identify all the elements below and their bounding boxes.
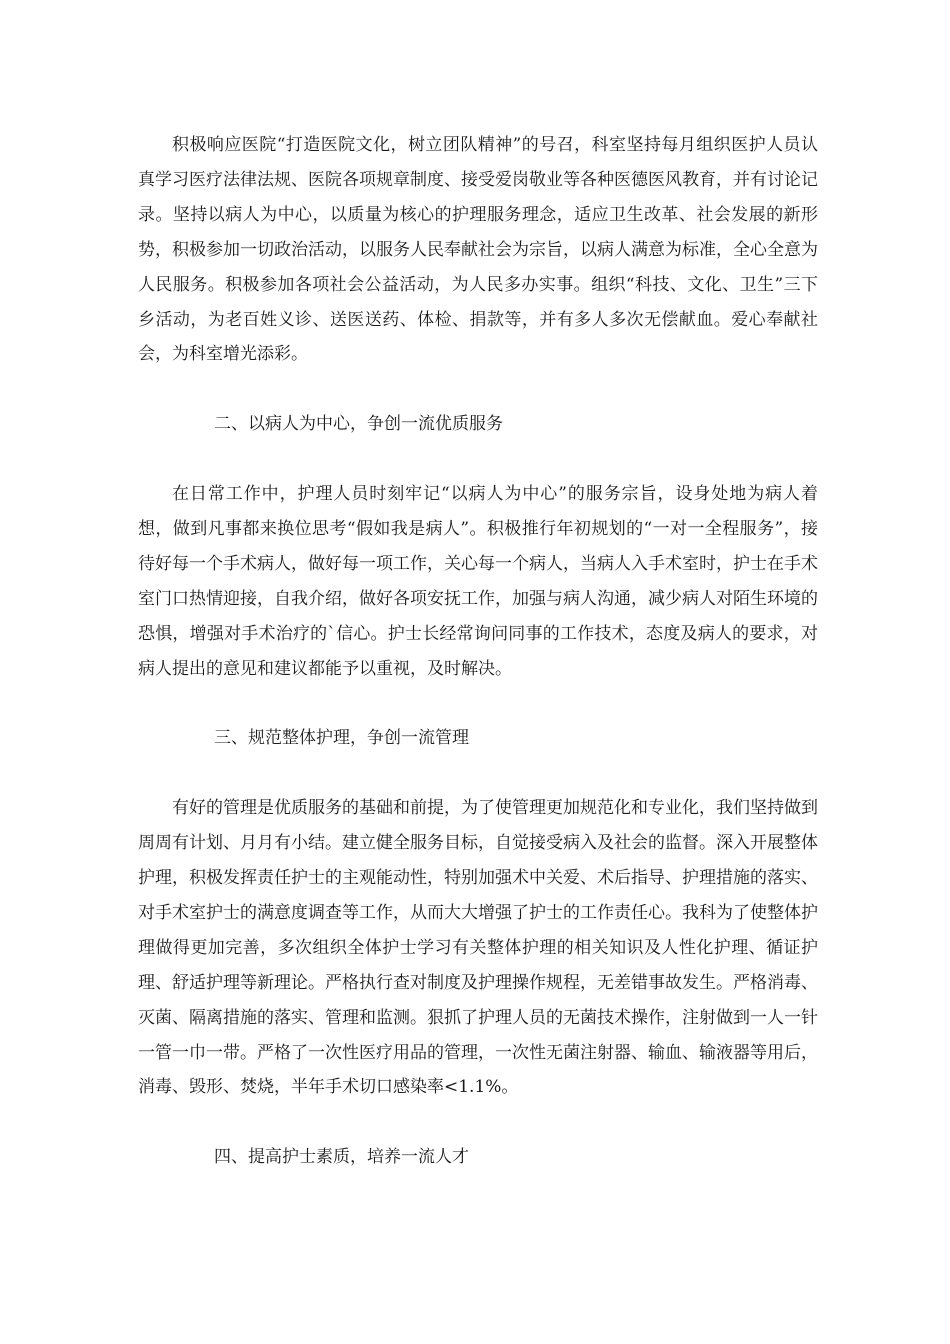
section-heading-2: 二、以病人为中心，争创一流优质服务 xyxy=(214,414,503,435)
section-heading-4: 四、提高护士素质，培养一流人才 xyxy=(214,1147,469,1168)
paragraph-culture: 积极响应医院“打造医院文化，树立团队精神”的号召，科室坚持每月组织医护人员认真学习医疗法律法规、医院各项规章制度、接受爱岗敬业等各种医德医风教育，并有讨论记录。坚持以病人为中心，以质量为核心的护理服务理念，适应卫生改革、社会发展的新形势，积极参加一切政治活动，以服务人民奉献社会为宗旨，以病人满意为标准，全心全意为人民服务。积极参加各项社会公益活动，为人民多办实事。组织“科技、文化、卫生”三下乡活动，为老百姓义诊、送医送药、体检、捐款等，并有多人多次无偿献血。爱心奉献社会，为科室增光添彩。 xyxy=(138,135,818,365)
paragraph-patient-service: 在日常工作中，护理人员时刻牢记“以病人为中心”的服务宗旨，设身处地为病人着想，做到凡事都来换位思考“假如我是病人”。积极推行年初规划的“一对一全程服务”，接待好每一个手术病人，做好每一项工作，关心每一个病人，当病人入手术室时，护士在手术室门口热情迎接，自我介绍，做好各项安抚工作，加强与病人沟通，减少病人对陌生环境的恐惧，增强对手术治疗的`信心。护士长经常询问同事的工作技术，态度及病人的要求，对病人提出的意见和建议都能予以重视，及时解决。 xyxy=(138,484,818,679)
section-heading-3: 三、规范整体护理，争创一流管理 xyxy=(214,728,469,749)
document-body xyxy=(138,128,818,1210)
paragraph-management: 有好的管理是优质服务的基础和前提，为了使管理更加规范化和专业化，我们坚持做到周周有计划、月月有小结。建立健全服务目标，自觉接受病入及社会的监督。深入开展整体护理，积极发挥责任护士的主观能动性，特别加强术中关爱、术后指导、护理措施的落实、对手术室护士的满意度调查等工作，从而大大增强了护士的工作责任心。我科为了使整体护理做得更加完善，多次组织全体护士学习有关整体护理的相关知识及人性化护理、循证护理、舒适护理等新理论。严格执行查对制度及护理操作规程，无差错事故发生。严格消毒、灭菌、隔离措施的落实、管理和监测。狠抓了护理人员的无菌技术操作，注射做到一人一针一管一巾一带。严格了一次性医疗用品的管理，一次性无菌注射器、输血、输液器等用后，消毒、毁形、焚烧，半年手术切口感染率<1.1%。 xyxy=(138,798,818,1098)
